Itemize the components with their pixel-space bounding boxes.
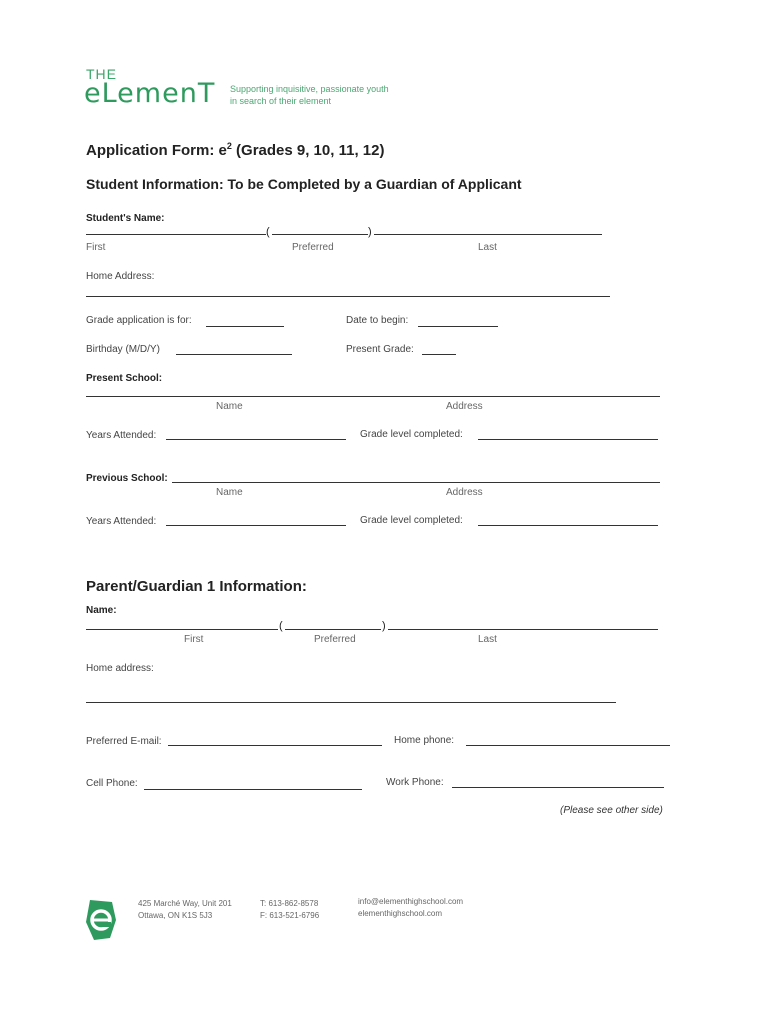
guardian-last-caption: Last	[478, 634, 497, 645]
work-phone-field[interactable]	[452, 787, 664, 788]
guardian-paren-open: (	[279, 620, 283, 632]
date-to-begin-field[interactable]	[418, 326, 498, 327]
title-prefix: Application Form: e	[86, 142, 227, 159]
guardian-preferred-name-field[interactable]	[285, 629, 381, 630]
student-name-label: Student's Name:	[86, 213, 165, 224]
date-to-begin-label: Date to begin:	[346, 315, 409, 326]
student-first-name-field[interactable]	[86, 234, 266, 235]
guardian-last-name-field[interactable]	[388, 629, 658, 630]
previous-school-name-caption: Name	[216, 487, 243, 498]
student-preferred-caption: Preferred	[292, 242, 334, 253]
present-grade-level-field[interactable]	[478, 439, 658, 440]
footer-address-1: 425 Marché Way, Unit 201	[138, 899, 232, 908]
please-see-other-side: (Please see other side)	[560, 805, 663, 816]
footer-email[interactable]: info@elementhighschool.com	[358, 897, 464, 906]
previous-school-field[interactable]	[172, 482, 660, 483]
grade-application-label: Grade application is for:	[86, 315, 192, 326]
present-years-attended-field[interactable]	[166, 439, 346, 440]
home-address-label: Home Address:	[86, 271, 155, 282]
birthday-field[interactable]	[176, 354, 292, 355]
present-grade-field[interactable]	[422, 354, 456, 355]
cell-phone-field[interactable]	[144, 789, 362, 790]
guardian-name-label: Name:	[86, 605, 117, 616]
form-title	[86, 141, 384, 159]
title-superscript: 2	[226, 141, 232, 151]
title-suffix: (Grades 9, 10, 11, 12)	[231, 142, 385, 159]
student-last-name-field[interactable]	[374, 234, 602, 235]
guardian-section-heading: Parent/Guardian 1 Information:	[86, 578, 307, 595]
footer-website[interactable]: elementhighschool.com	[358, 909, 443, 918]
home-phone-label: Home phone:	[394, 735, 455, 746]
logo-the: THE	[86, 66, 117, 82]
logo-element: eLemenT	[84, 78, 216, 109]
student-section-heading: Student Information: To be Completed by a Guardian of Applicant	[86, 176, 522, 192]
student-first-caption: First	[86, 242, 106, 253]
paren-open: (	[266, 226, 270, 238]
present-school-label: Present School:	[86, 373, 163, 384]
home-address-field[interactable]	[86, 296, 610, 297]
previous-years-attended-field[interactable]	[166, 525, 346, 526]
present-school-address-caption: Address	[446, 401, 483, 412]
guardian-home-address-label: Home address:	[86, 663, 154, 674]
paren-close: )	[368, 226, 372, 238]
element-e-leaf-icon	[84, 896, 118, 942]
birthday-label: Birthday (M/D/Y)	[86, 344, 160, 355]
previous-school-address-caption: Address	[446, 487, 483, 498]
guardian-first-name-field[interactable]	[86, 629, 278, 630]
home-phone-field[interactable]	[466, 745, 670, 746]
present-years-attended-label: Years Attended:	[86, 430, 157, 441]
present-school-name-caption: Name	[216, 401, 243, 412]
tagline-line-1: Supporting inquisitive, passionate youth	[230, 84, 389, 94]
previous-years-attended-label: Years Attended:	[86, 516, 157, 527]
footer-fax: F: 613-521-6796	[260, 911, 320, 920]
present-school-field[interactable]	[86, 396, 660, 397]
work-phone-label: Work Phone:	[386, 777, 444, 788]
guardian-first-caption: First	[184, 634, 204, 645]
cell-phone-label: Cell Phone:	[86, 778, 138, 789]
preferred-email-field[interactable]	[168, 745, 382, 746]
guardian-preferred-caption: Preferred	[314, 634, 356, 645]
guardian-paren-close: )	[382, 620, 386, 632]
student-last-caption: Last	[478, 242, 497, 253]
present-grade-level-label: Grade level completed:	[360, 429, 463, 440]
student-preferred-name-field[interactable]	[272, 234, 368, 235]
footer-phone: T: 613-862-8578	[260, 899, 319, 908]
footer-address-2: Ottawa, ON K1S 5J3	[138, 911, 213, 920]
previous-grade-level-field[interactable]	[478, 525, 658, 526]
grade-application-field[interactable]	[206, 326, 284, 327]
preferred-email-label: Preferred E-mail:	[86, 736, 162, 747]
tagline-line-2: in search of their element	[230, 96, 332, 106]
previous-grade-level-label: Grade level completed:	[360, 515, 463, 526]
previous-school-label: Previous School:	[86, 473, 168, 484]
present-grade-label: Present Grade:	[346, 344, 414, 355]
guardian-home-address-field[interactable]	[86, 702, 616, 703]
